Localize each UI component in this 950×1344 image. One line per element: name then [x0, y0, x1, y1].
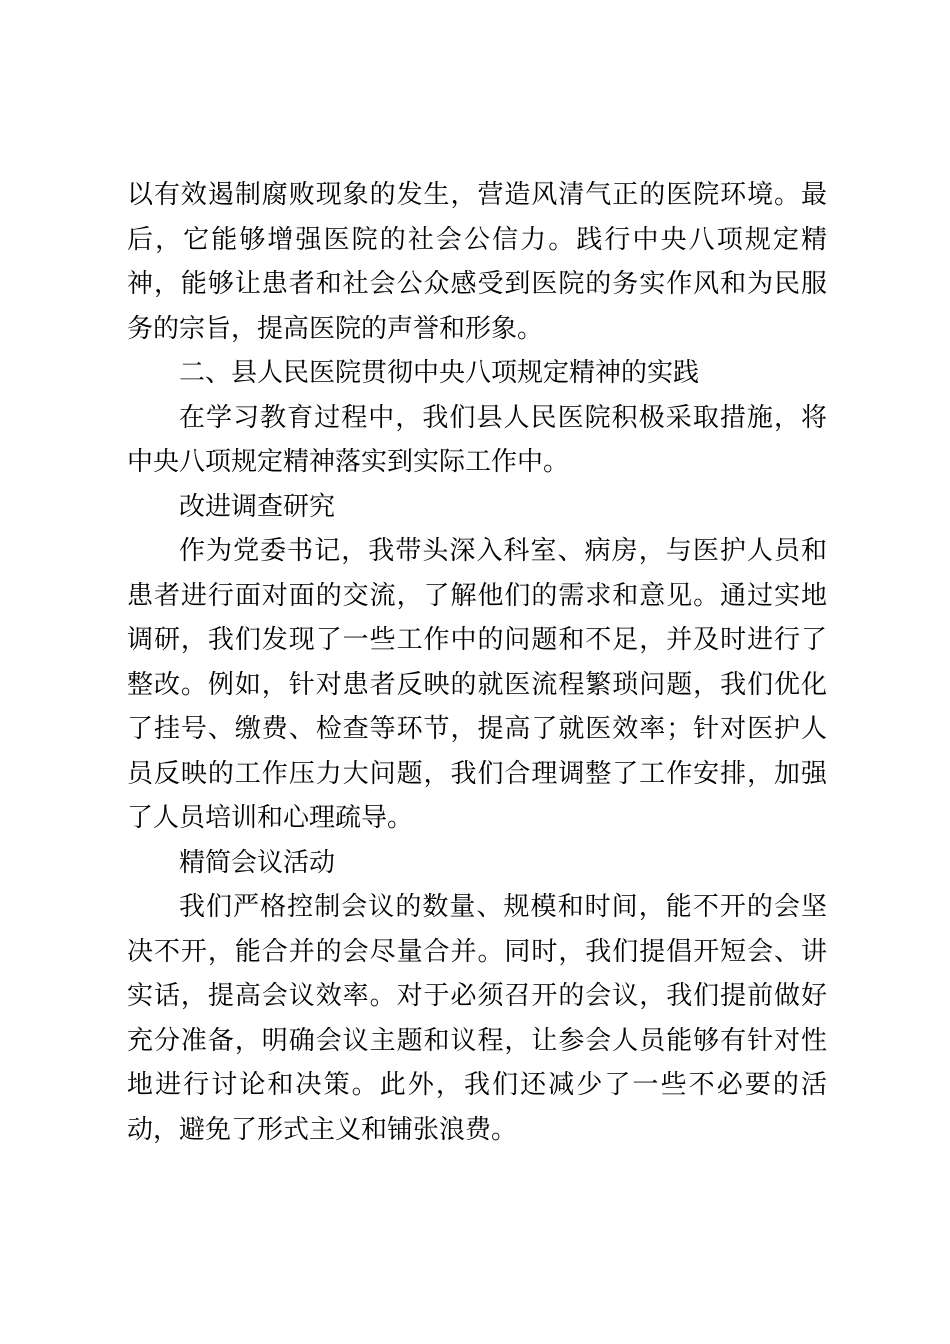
paragraph-meetings: 我们严格控制会议的数量、规模和时间，能不开的会坚决不开，能合并的会尽量合并。同时，我们提倡开短会、讲实话，提高会议效率。对于必须召开的会议，我们提前做好充分准备，明确会议主题和议程，让参会人员能够有针对性地进行讨论和决策。此外，我们还减少了一些不必要的活动，避免了形式主义和铺张浪费。 [127, 892, 827, 1145]
document-body [127, 173, 827, 1152]
paragraph-continuation: 以有效遏制腐败现象的发生，营造风清气正的医院环境。最后，它能够增强医院的社会公信力。践行中央八项规定精神，能够让患者和社会公众感受到医院的务实作风和为民服务的宗旨，提高医院的声誉和形象。 [127, 180, 827, 344]
subheading-meetings: 精简会议活动 [179, 847, 336, 878]
subheading-research: 改进调查研究 [179, 491, 336, 522]
section-heading-2: 二、县人民医院贯彻中央八项规定精神的实践 [179, 358, 700, 388]
paragraph-research: 作为党委书记，我带头深入科室、病房，与医护人员和患者进行面对面的交流，了解他们的需求和意见。通过实地调研，我们发现了一些工作中的问题和不足，并及时进行了整改。例如，针对患者反映的就医流程繁琐问题，我们优化了挂号、缴费、检查等环节，提高了就医效率；针对医护人员反映的工作压力大问题，我们合理调整了工作安排，加强了人员培训和心理疏导。 [127, 536, 827, 833]
paragraph-intro: 在学习教育过程中，我们县人民医院积极采取措施，将中央八项规定精神落实到实际工作中。 [127, 402, 827, 477]
